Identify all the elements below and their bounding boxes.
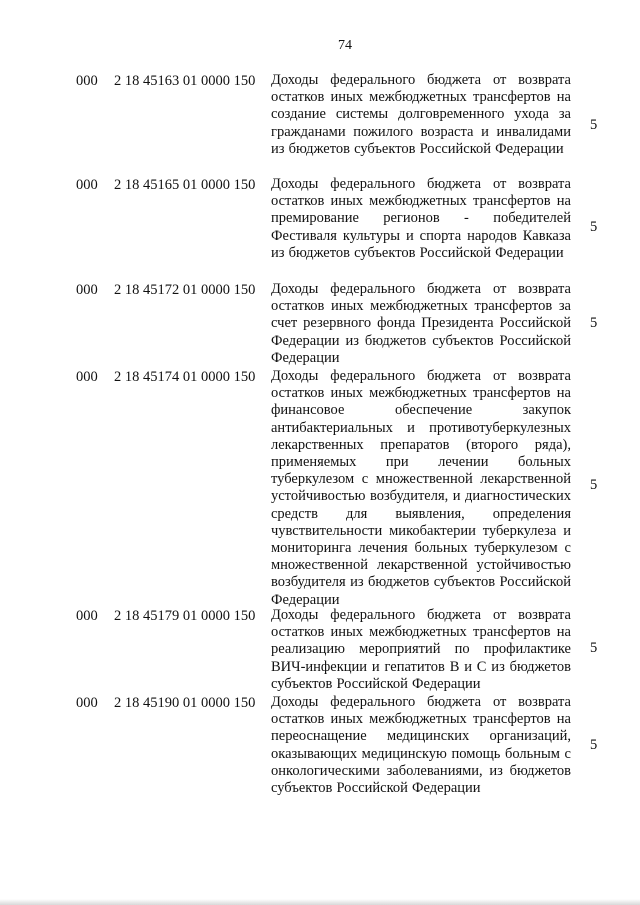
kbk-code: 2 18 45179 01 0000 150: [114, 608, 256, 624]
distribution-norm: 5: [590, 737, 598, 753]
admin-code: 000: [76, 73, 98, 89]
income-description: Доходы федерального бюджета от возврата остатков иных межбюджетных трансфертов на создание системы долговременного ухода за гражданами пожилого возраста и инвалидами из бюджетов субъектов Российской Федерации: [271, 72, 571, 157]
admin-code: 000: [76, 608, 98, 624]
income-description: Доходы федерального бюджета от возврата остатков иных межбюджетных трансфертов на финансовое обеспечение закупок антибактериальных и противотуберкулезных лекарственных препаратов (второго ряда), применяемых при лечении больных туберкулезом с множественной лекарственной устойчивостью возбудителя, и диагностических средств для выявления, определения чувствительности микобактерии туберкулеза и мониторинга лечения больных туберкулезом с множественной лекарственной устойчивостью возбудителя из бюджетов субъектов Российской Федерации: [271, 368, 571, 608]
distribution-norm: 5: [590, 477, 598, 493]
kbk-code: 2 18 45172 01 0000 150: [114, 282, 256, 298]
distribution-norm: 5: [590, 219, 598, 235]
distribution-norm: 5: [590, 640, 598, 656]
kbk-code: 2 18 45165 01 0000 150: [114, 177, 256, 193]
page-number: 74: [338, 38, 352, 53]
kbk-code: 2 18 45163 01 0000 150: [114, 73, 256, 89]
income-description: Доходы федерального бюджета от возврата остатков иных межбюджетных трансфертов на реализацию мероприятий по профилактике ВИЧ-инфекции и гепатитов В и С из бюджетов субъектов Российской Федерации: [271, 607, 571, 692]
admin-code: 000: [76, 695, 98, 711]
admin-code: 000: [76, 282, 98, 298]
distribution-norm: 5: [590, 117, 598, 133]
kbk-code: 2 18 45190 01 0000 150: [114, 695, 256, 711]
distribution-norm: 5: [590, 315, 598, 331]
income-description: Доходы федерального бюджета от возврата остатков иных межбюджетных трансфертов за счет резервного фонда Президента Российской Федерации из бюджетов субъектов Российской Федерации: [271, 281, 571, 366]
admin-code: 000: [76, 177, 98, 193]
income-description: Доходы федерального бюджета от возврата остатков иных межбюджетных трансфертов на переоснащение медицинских организаций, оказывающих медицинскую помощь больным с онкологическими заболеваниями, из бюджетов субъектов Российской Федерации: [271, 694, 571, 797]
kbk-code: 2 18 45174 01 0000 150: [114, 369, 256, 385]
scan-edge: [0, 899, 640, 905]
admin-code: 000: [76, 369, 98, 385]
income-description: Доходы федерального бюджета от возврата остатков иных межбюджетных трансфертов на премирование регионов - победителей Фестиваля культуры и спорта народов Кавказа из бюджетов субъектов Российской Федерации: [271, 176, 571, 261]
